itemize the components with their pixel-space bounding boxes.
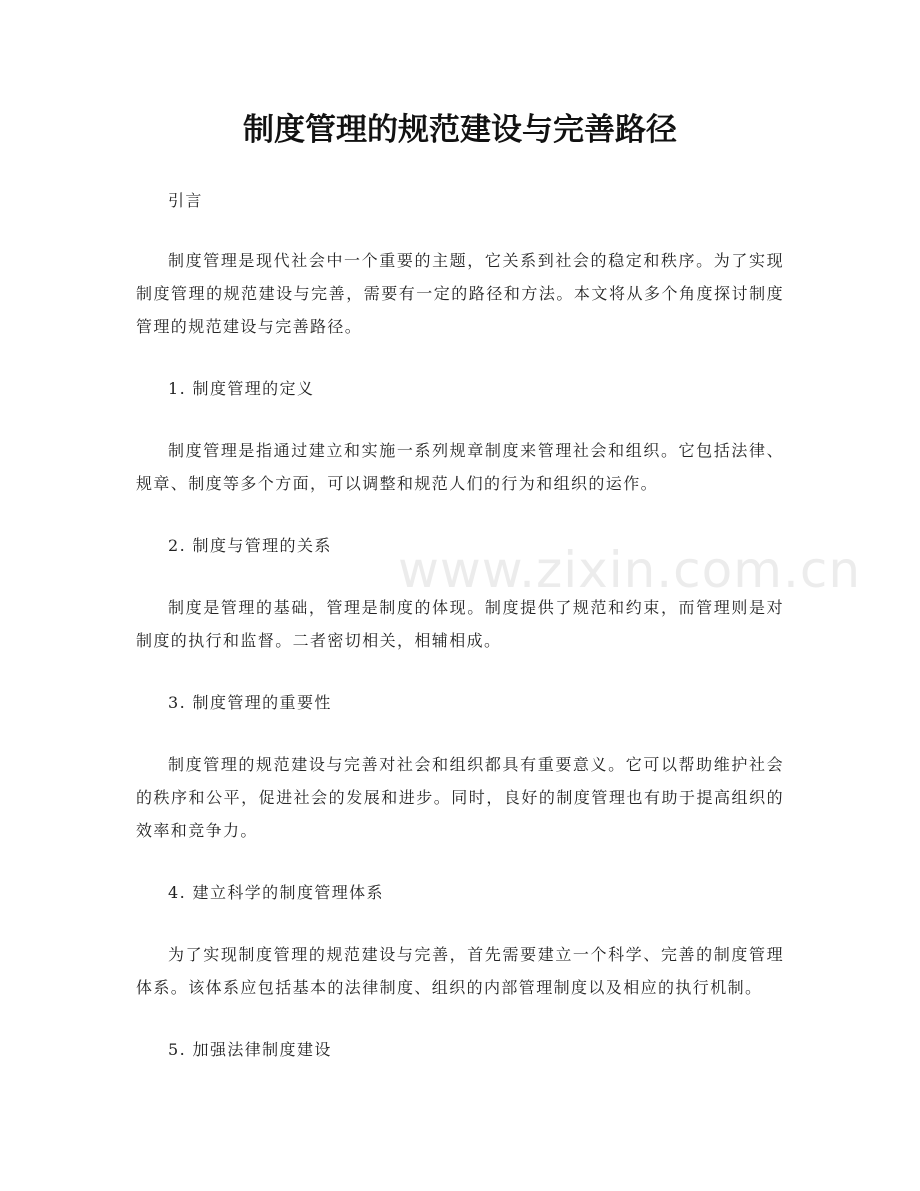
document-body [136, 184, 784, 1095]
section-heading-4: 4. 建立科学的制度管理体系 [168, 883, 384, 902]
section-paragraph-2: 制度是管理的基础，管理是制度的体现。制度提供了规范和约束，而管理则是对制度的执行和监督。二者密切相关，相辅相成。 [136, 598, 784, 650]
section-paragraph-1: 制度管理是指通过建立和实施一系列规章制度来管理社会和组织。它包括法律、规章、制度等多个方面，可以调整和规范人们的行为和组织的运作。 [136, 441, 784, 493]
document-title: 制度管理的规范建设与完善路径 [243, 112, 677, 148]
section-paragraph-3: 制度管理的规范建设与完善对社会和组织都具有重要意义。它可以帮助维护社会的秩序和公平，促进社会的发展和进步。同时，良好的制度管理也有助于提高组织的效率和竞争力。 [136, 755, 784, 840]
section-heading-2: 2. 制度与管理的关系 [168, 536, 332, 555]
watermark: www.zixin.com.cn [398, 541, 862, 599]
intro-paragraph: 制度管理是现代社会中一个重要的主题，它关系到社会的稳定和秩序。为了实现制度管理的规范建设与完善，需要有一定的路径和方法。本文将从多个角度探讨制度管理的规范建设与完善路径。 [136, 251, 784, 336]
section-paragraph-4: 为了实现制度管理的规范建设与完善，首先需要建立一个科学、完善的制度管理体系。该体系应包括基本的法律制度、组织的内部管理制度以及相应的执行机制。 [136, 945, 784, 997]
intro-label: 引言 [168, 191, 203, 210]
section-heading-3: 3. 制度管理的重要性 [168, 693, 332, 712]
section-heading-1: 1. 制度管理的定义 [168, 379, 315, 398]
section-heading-5: 5. 加强法律制度建设 [168, 1040, 332, 1059]
